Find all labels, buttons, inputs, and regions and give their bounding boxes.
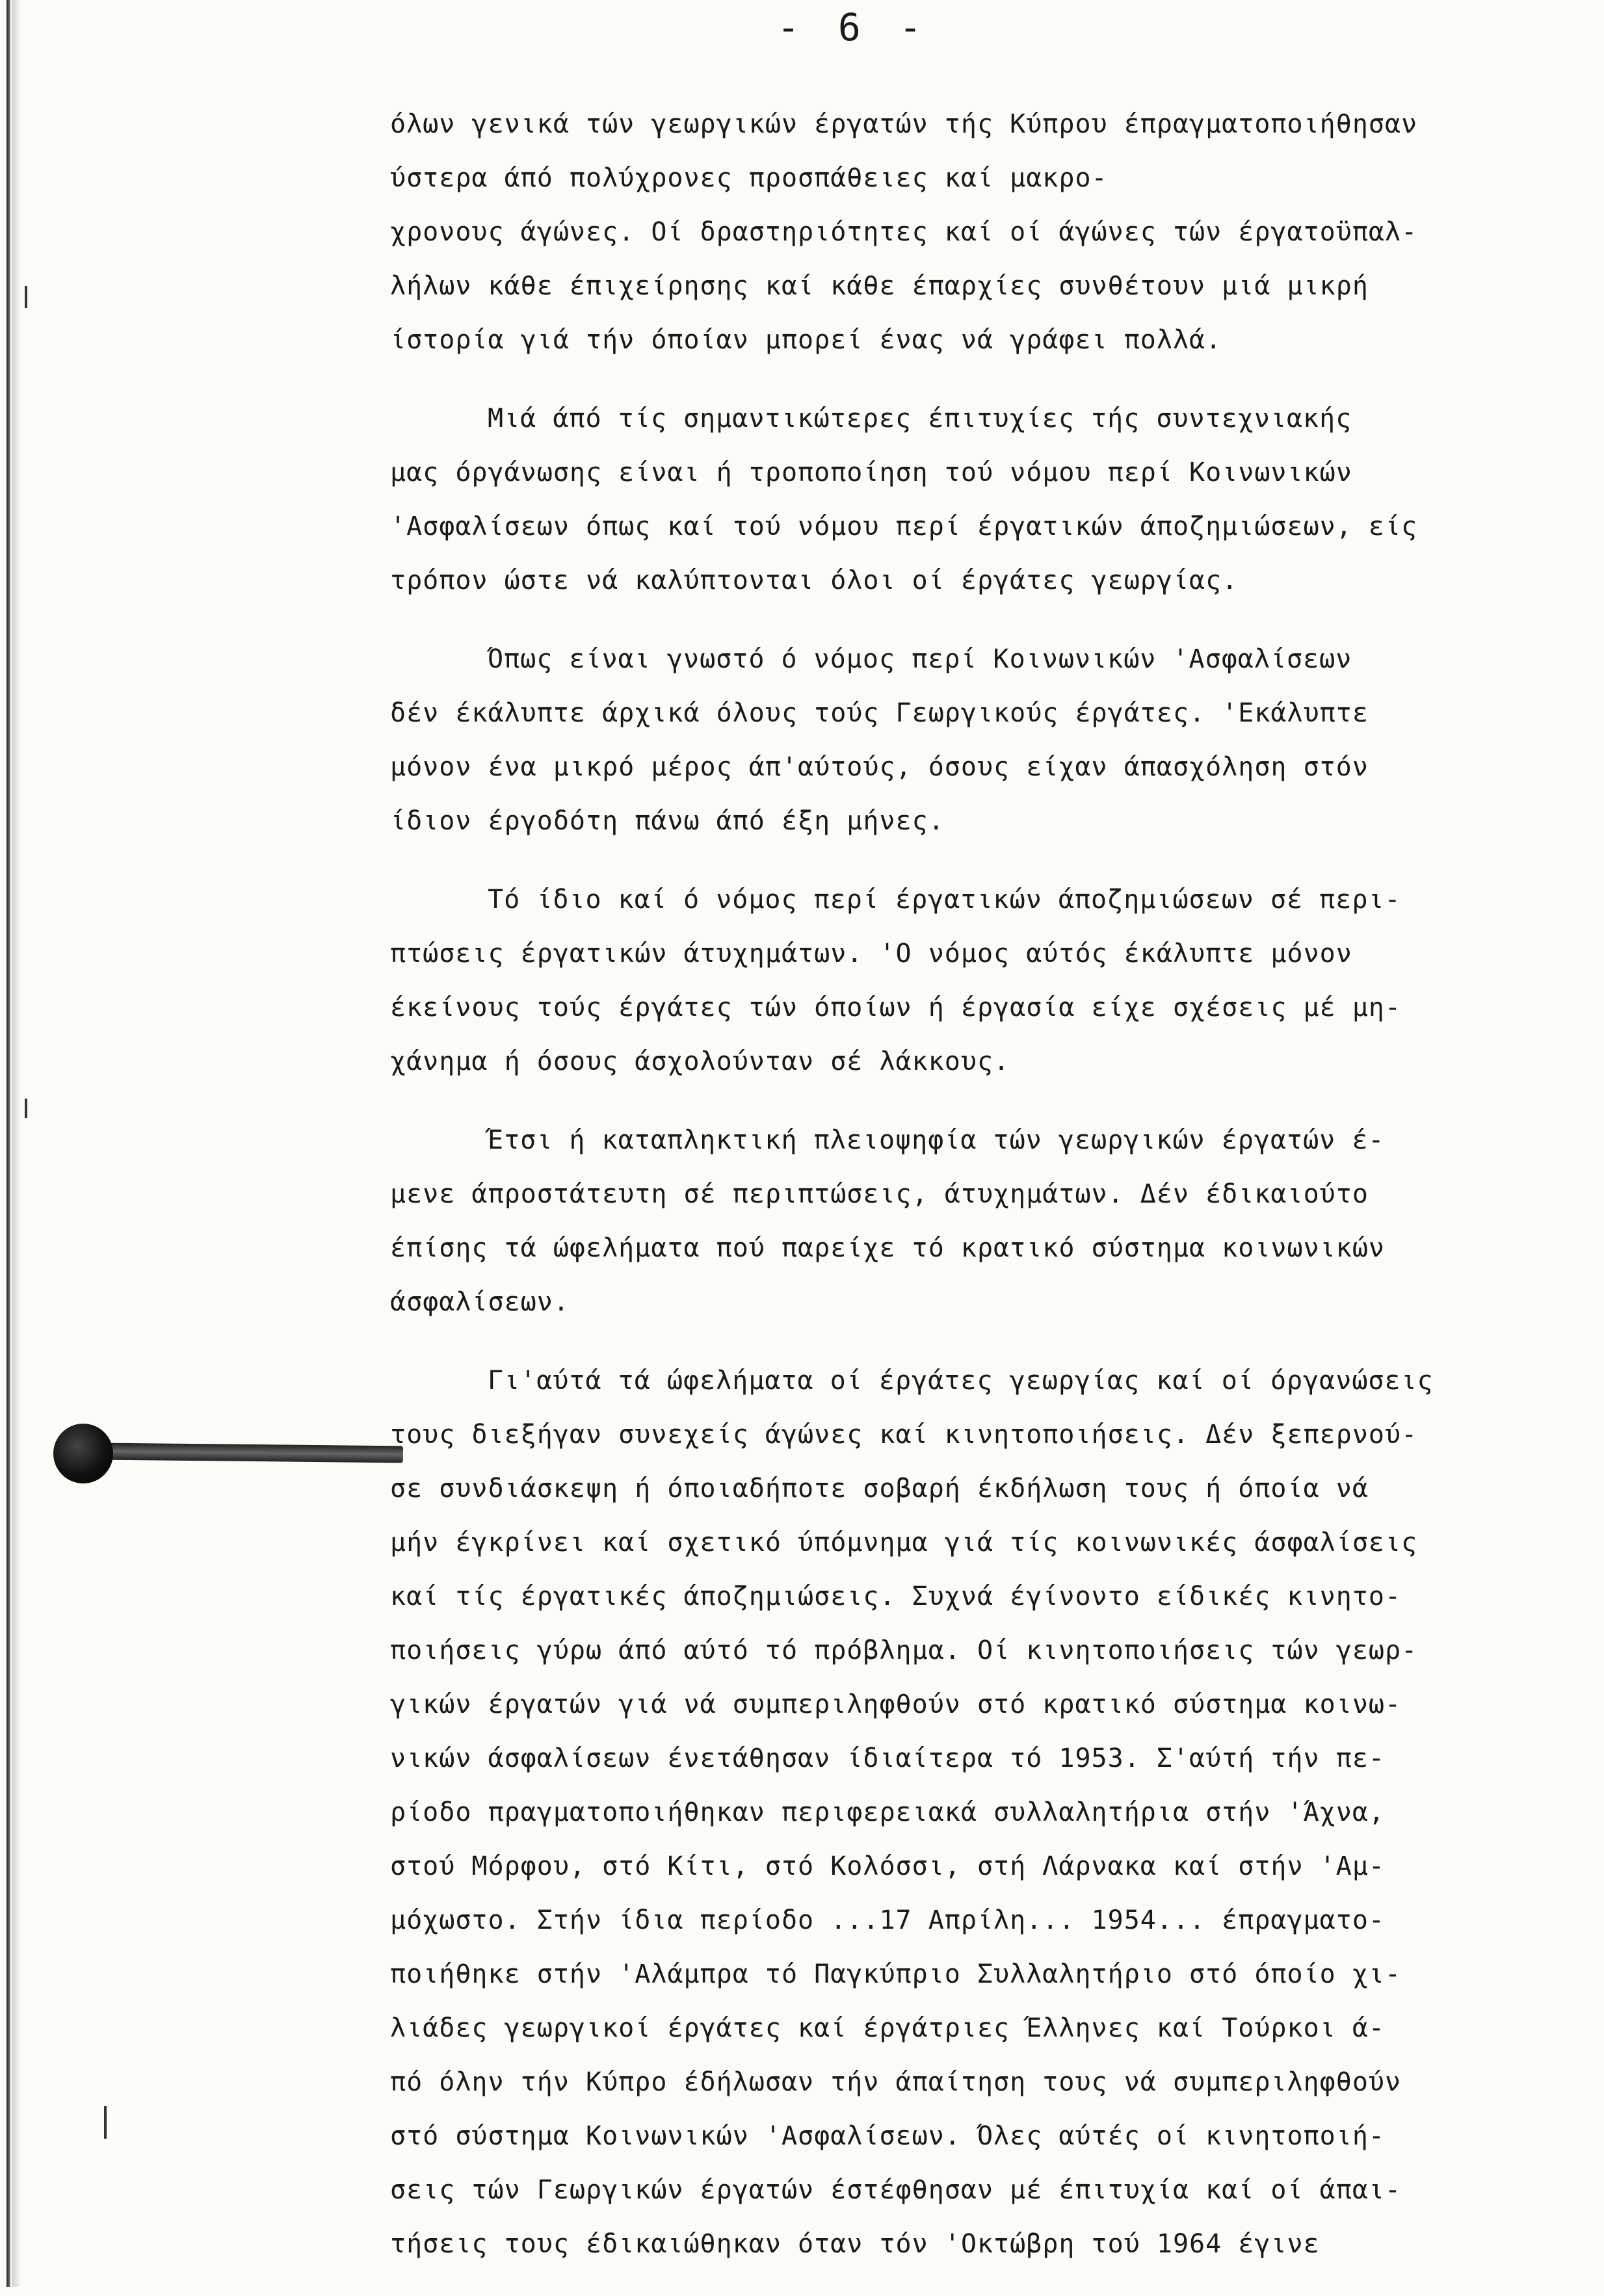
- binding-edge: [7, 0, 10, 2287]
- text-line: πό όλην τήν Κύπρο έδήλωσαν τήν άπαίτηση τους νά συμπεριληφθούν: [390, 2067, 1402, 2097]
- text-line: ύστερα άπό πολύχρονες προσπάθειες καί μακρο-: [390, 163, 1108, 193]
- text-line: ίδιον έργοδότη πάνω άπό έξη μήνες.: [390, 806, 945, 836]
- text-line: στό σύστημα Κοινωνικών 'Ασφαλίσεων. Όλες αύτές οί κινητοποιή-: [390, 2121, 1386, 2151]
- text-line: τρόπον ώστε νά καλύπτονται όλοι οί έργάτες γεωργίας.: [390, 566, 1239, 595]
- binding-shadow: [12, 0, 21, 2287]
- text-line: 'Ασφαλίσεων όπως καί τού νόμου περί έργατικών άποζημιώσεων, είς: [390, 512, 1418, 541]
- text-line: έκείνους τούς έργάτες τών όποίων ή έργασία είχε σχέσεις μέ μη-: [390, 993, 1402, 1023]
- text-line: Μιά άπό τίς σημαντικώτερες έπιτυχίες τής συντεχνιακής: [488, 404, 1352, 434]
- text-line: στού Μόρφου, στό Κίτι, στό Κολόσσι, στή Λάρνακα καί στήν 'Αμ-: [390, 1851, 1386, 1881]
- text-line: μας όργάνωσης είναι ή τροποποίηση τού νόμου περί Κοινωνικών: [390, 458, 1352, 488]
- text-line: χρονους άγώνες. Οί δραστηριότητες καί οί άγώνες τών έργατοϋπαλ-: [390, 217, 1418, 247]
- paragraph: [390, 873, 1560, 1089]
- binding-nail-head: [53, 1424, 113, 1483]
- text-line: ίστορία γιά τήν όποίαν μπορεί ένας νά γράφει πολλά.: [390, 325, 1222, 355]
- text-line: γικών έργατών γιά νά συμπεριληφθούν στό κρατικό σύστημα κοινω-: [390, 1689, 1402, 1719]
- text-line: σεις τών Γεωργικών έργατών έστέφθησαν μέ έπιτυχία καί οί άπαι-: [390, 2175, 1402, 2205]
- paragraph: [390, 1114, 1560, 1329]
- paragraph: [390, 98, 1560, 367]
- text-line: Γι'αύτά τά ώφελήματα οί έργάτες γεωργίας καί οί όργανώσεις: [488, 1366, 1434, 1396]
- text-line: λήλων κάθε έπιχείρησης καί κάθε έπαρχίες συνθέτουν μιά μικρή: [390, 271, 1369, 301]
- text-line: χάνημα ή όσους άσχολούνταν σέ λάκκους.: [390, 1047, 1010, 1076]
- text-line: μενε άπροστάτευτη σέ περιπτώσεις, άτυχημάτων. Δέν έδικαιούτο: [390, 1179, 1369, 1209]
- text-line: μόνον ένα μικρό μέρος άπ'αύτούς, όσους είχαν άπασχόληση στόν: [390, 752, 1369, 782]
- text-line: ποιήθηκε στήν 'Αλάμπρα τό Παγκύπριο Συλλαλητήριο στό όποίο χι-: [390, 1959, 1402, 1989]
- document-body: [390, 98, 1560, 2296]
- binding-nail-shaft: [104, 1443, 403, 1463]
- text-line: έπίσης τά ώφελήματα πού παρείχε τό κρατικό σύστημα κοινωνικών: [390, 1233, 1386, 1263]
- page-number: - 6 -: [777, 5, 930, 49]
- text-line: ποιήσεις γύρω άπό αύτό τό πρόβλημα. Οί κινητοποιήσεις τών γεωρ-: [390, 1636, 1418, 1665]
- text-line: μόχωστο. Στήν ίδια περίοδο ...17 Απρίλη... 1954... έπραγματο-: [390, 1905, 1386, 1935]
- text-line: καί τίς έργατικές άποζημιώσεις. Συχνά έγίνοντο είδικές κινητο-: [390, 1582, 1402, 1611]
- paragraph: [390, 392, 1560, 608]
- text-line: ρίοδο πραγματοποιήθηκαν περιφερειακά συλλαλητήρια στήν 'Άχνα,: [390, 1797, 1386, 1827]
- margin-mark: [25, 286, 27, 308]
- text-line: σε συνδιάσκεψη ή όποιαδήποτε σοβαρή έκδήλωση τους ή όποία νά: [390, 1474, 1369, 1504]
- text-line: τήσεις τους έδικαιώθηκαν όταν τόν 'Οκτώβρη τού 1964 έγινε: [390, 2229, 1320, 2259]
- text-line: Τό ίδιο καί ό νόμος περί έργατικών άποζημιώσεων σέ περι-: [488, 885, 1401, 915]
- text-line: Έτσι ή καταπληκτική πλειοψηφία τών γεωργικών έργατών έ-: [488, 1125, 1385, 1155]
- paragraph: [390, 1354, 1560, 2271]
- text-line: νικών άσφαλίσεων ένετάθησαν ίδιαίτερα τό 1953. Σ'αύτή τήν πε-: [390, 1743, 1386, 1773]
- text-line: άσφαλίσεων.: [390, 1287, 570, 1317]
- text-line: λιάδες γεωργικοί έργάτες καί έργάτριες Έλληνες καί Τούρκοι ά-: [390, 2013, 1386, 2043]
- text-line: πτώσεις έργατικών άτυχημάτων. 'Ο νόμος αύτός έκάλυπτε μόνον: [390, 939, 1352, 969]
- text-line: όλων γενικά τών γεωργικών έργατών τής Κύπρου έπραγματοποιήθησαν: [390, 109, 1418, 139]
- text-line: δέν έκάλυπτε άρχικά όλους τούς Γεωργικούς έργάτες. 'Εκάλυπτε: [390, 698, 1369, 728]
- margin-mark: [104, 2106, 107, 2139]
- paragraph: [390, 633, 1560, 848]
- text-line: Όπως είναι γνωστό ό νόμος περί Κοινωνικών 'Ασφαλίσεων: [488, 644, 1352, 674]
- margin-mark: [25, 1099, 27, 1118]
- text-line: τους διεξήγαν συνεχείς άγώνες καί κινητοποιήσεις. Δέν ξεπερνού-: [390, 1420, 1418, 1450]
- text-line: μήν έγκρίνει καί σχετικό ύπόμνημα γιά τίς κοινωνικές άσφαλίσεις: [390, 1528, 1418, 1558]
